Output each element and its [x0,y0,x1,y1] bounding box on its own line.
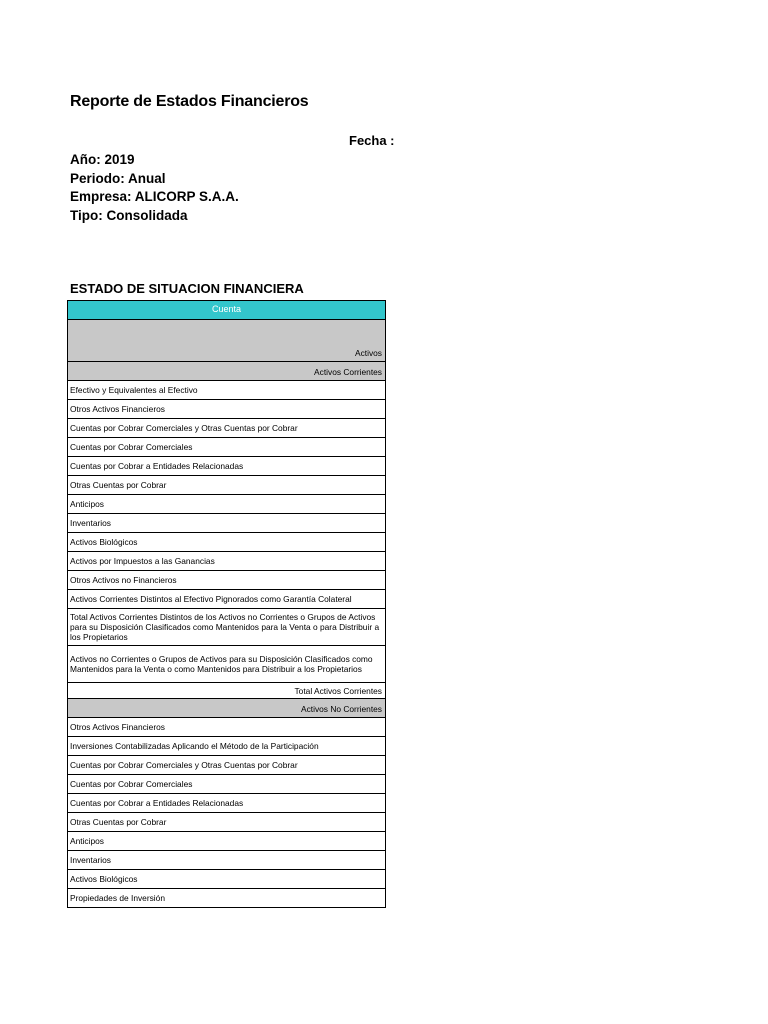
table-row [68,590,386,609]
balance-sheet-table [67,300,386,908]
table-row [68,609,386,646]
table-row [68,571,386,590]
table-row [68,870,386,889]
account-cell: Activos no Corrientes o Grupos de Activos para su Disposición Clasificados como Mantenidos para la Venta o como Mantenidos para Distribuir a los Propietarios [68,646,386,683]
account-cell: Propiedades de Inversión [68,889,386,908]
account-cell: Activos No Corrientes [68,699,386,718]
table-row [68,775,386,794]
account-cell: Efectivo y Equivalentes al Efectivo [68,381,386,400]
account-cell: Inventarios [68,514,386,533]
statement-title: ESTADO DE SITUACION FINANCIERA [70,281,304,296]
table-row [68,683,386,699]
table-row [68,400,386,419]
account-cell: Cuentas por Cobrar a Entidades Relacionadas [68,457,386,476]
table-row [68,737,386,756]
report-title: Reporte de Estados Financieros [70,93,309,110]
account-cell: Total Activos Corrientes [68,683,386,699]
account-cell: Otros Activos no Financieros [68,571,386,590]
table-row [68,794,386,813]
type-label: Tipo: Consolidada [70,207,188,223]
table-row [68,552,386,571]
account-column-header: Cuenta [68,301,386,320]
table-row [68,699,386,718]
account-cell: Otros Activos Financieros [68,400,386,419]
account-cell: Activos Biológicos [68,533,386,552]
account-cell: Otros Activos Financieros [68,718,386,737]
account-cell: Activos Biológicos [68,870,386,889]
account-cell: Activos por Impuestos a las Ganancias [68,552,386,571]
account-cell: Activos Corrientes [68,362,386,381]
year-label: Año: 2019 [70,152,135,167]
table-row [68,756,386,775]
header-row [68,301,386,320]
table-row [68,419,386,438]
account-cell: Activos [68,320,386,362]
account-cell: Otras Cuentas por Cobrar [68,813,386,832]
table-row [68,438,386,457]
table-row [68,889,386,908]
account-cell: Cuentas por Cobrar a Entidades Relacionadas [68,794,386,813]
table-row [68,495,386,514]
table-row [68,832,386,851]
table-row [68,320,386,362]
account-cell: Anticipos [68,832,386,851]
account-cell: Inversiones Contabilizadas Aplicando el Método de la Participación [68,737,386,756]
date-label: Fecha : [349,133,395,148]
table-row [68,362,386,381]
table-row [68,533,386,552]
company-label: Empresa: ALICORP S.A.A. [70,189,239,204]
account-cell: Anticipos [68,495,386,514]
table-row [68,646,386,683]
account-cell: Activos Corrientes Distintos al Efectivo Pignorados como Garantía Colateral [68,590,386,609]
account-cell: Cuentas por Cobrar Comerciales [68,438,386,457]
account-cell: Inventarios [68,851,386,870]
table-row [68,813,386,832]
table-row [68,851,386,870]
table-row [68,381,386,400]
report-meta [70,151,239,225]
table-row [68,718,386,737]
table-row [68,514,386,533]
balance-sheet-body [68,301,386,908]
account-cell: Cuentas por Cobrar Comerciales y Otras Cuentas por Cobrar [68,756,386,775]
account-cell: Otras Cuentas por Cobrar [68,476,386,495]
period-label: Periodo: Anual [70,170,166,186]
table-row [68,476,386,495]
account-cell: Cuentas por Cobrar Comerciales y Otras Cuentas por Cobrar [68,419,386,438]
account-cell: Cuentas por Cobrar Comerciales [68,775,386,794]
account-cell: Total Activos Corrientes Distintos de los Activos no Corrientes o Grupos de Activos para su Disposición Clasificados como Mantenidos para la Venta o para Distribuir a los Propietarios [68,609,386,646]
table-row [68,457,386,476]
